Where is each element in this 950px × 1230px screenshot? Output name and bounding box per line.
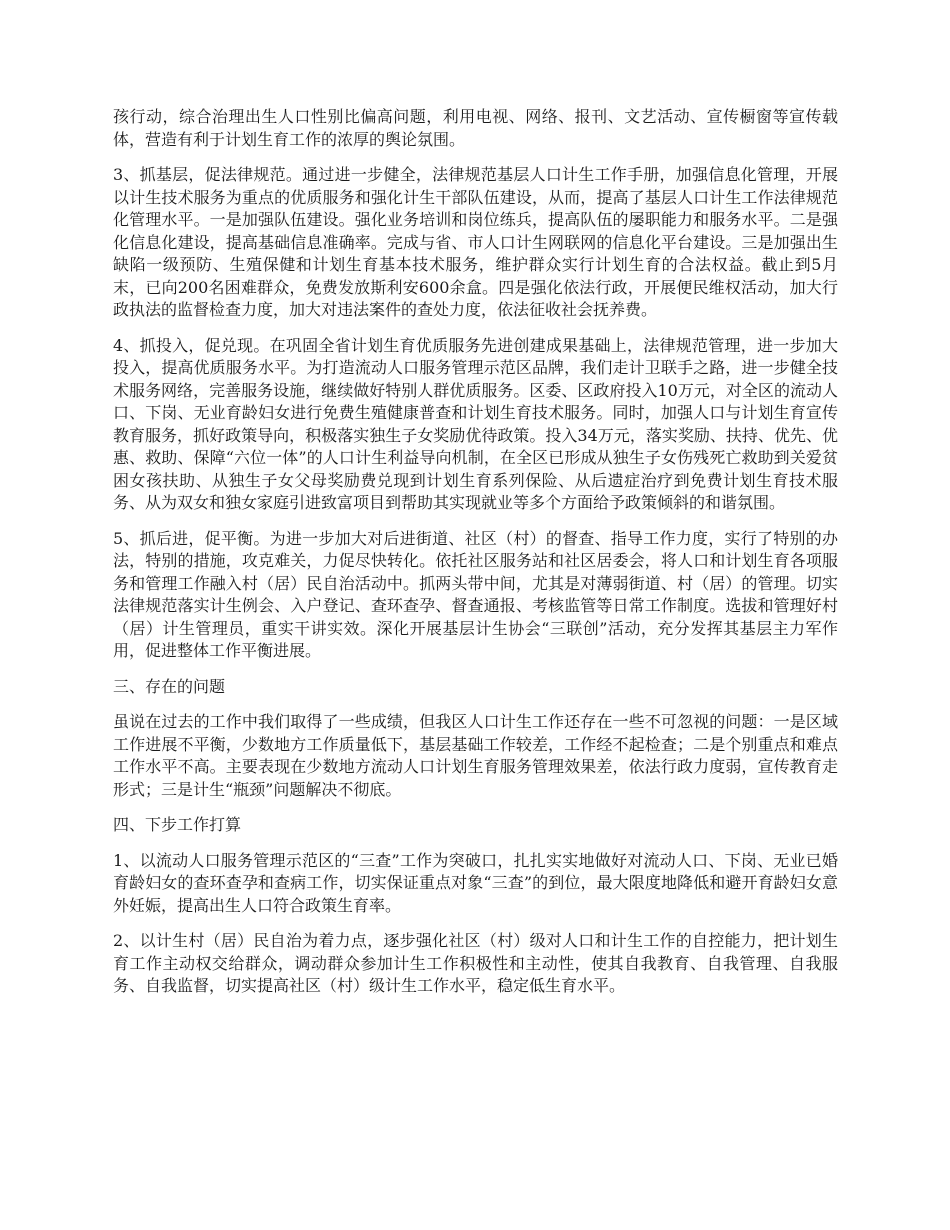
paragraph-publicity-continuation: 孩行动，综合治理出生人口性别比偏高问题，利用电视、网络、报刊、文艺活动、宣传橱窗等宣传载体，营造有利于计划生育工作的浓厚的舆论氛围。 bbox=[113, 107, 838, 149]
paragraph-investment: 4、抓投入，促兑现。在巩固全省计划生育优质服务先进创建成果基础上，法律规范管理，进一步加大投入，提高优质服务水平。为打造流动人口服务管理示范区品牌，我们走计卫联手之路，进一步健全技术服务网络，完善服务设施，继续做好特别人群优质服务。区委、区政府投入10万元，对全区的流动人口、下岗、无业育龄妇女进行免费生殖健康普查和计划生育技术服务。同时，加强人口与计划生育宣传教育服务，抓好政策导向，积极落实独生子女奖励优待政策。投入34万元，落实奖励、扶持、优先、优惠、救助、保障“六位一体”的人口计生利益导向机制，在全区已形成从独生子女伤残死亡救助到关爱贫困女孩扶助、从独生子女父母奖励费兑现到计划生育系列保险、从后遗症治疗到免费计划生育技术服务、从为双女和独女家庭引进致富项目到帮助其实现就业等多个方面给予政策倾斜的和谐氛围。 bbox=[113, 335, 838, 512]
section-heading-next-steps: 四、下步工作打算 bbox=[113, 815, 242, 834]
paragraph-lagging-areas: 5、抓后进，促平衡。为进一步加大对后进街道、社区（村）的督查、指导工作力度，实行了特别的办法，特别的措施，攻克难关，力促尽快转化。依托社区服务站和社区居委会，将人口和计划生育各项服务和管理工作融入村（居）民自治活动中。抓两头带中间，尤其是对薄弱街道、村（居）的管理。切实法律规范落实计生例会、入户登记、查环查孕、督查通报、考核监管等日常工作制度。选拔和管理好村（居）计生管理员，重实干讲实效。深化开展基层计生协会“三联创”活动，充分发挥其基层主力军作用，促进整体工作平衡进展。 bbox=[113, 528, 838, 660]
paragraph-grassroots: 3、抓基层，促法律规范。通过进一步健全，法律规范基层人口计生工作手册，加强信息化管理，开展以计生技术服务为重点的优质服务和强化计生干部队伍建设，从而，提高了基层人口计生工作法律规范化管理水平。一是加强队伍建设。强化业务培训和岗位练兵，提高队伍的屡职能力和服务水平。二是强化信息化建设，提高基础信息准确率。完成与省、市人口计生网联网的信息化平台建设。三是加强出生缺陷一级预防、生殖保健和计划生育基本技术服务，维护群众实行计划生育的合法权益。截止到5月末，已向200名困难群众，免费发放斯利安600余盒。四是强化依法行政，开展便民维权活动，加大行政执法的监督检查力度，加大对违法案件的查处力度，依法征收社会抚养费。 bbox=[113, 165, 838, 319]
paragraph-problems: 虽说在过去的工作中我们取得了一些成绩，但我区人口计生工作还存在一些不可忽视的问题：一是区域工作进展不平衡，少数地方工作质量低下，基层基础工作较差，工作经不起检查；二是个别重点和难点工作水平不高。主要表现在少数地方流动人口计划生育服务管理效果差，依法行政力度弱，宣传教育走形式；三是计生“瓶颈”问题解决不彻底。 bbox=[113, 712, 838, 799]
paragraph-next-step-1: 1、以流动人口服务管理示范区的“三查”工作为突破口，扎扎实实地做好对流动人口、下岗、无业已婚育龄妇女的查环查孕和查病工作，切实保证重点对象“三查”的到位，最大限度地降低和避开育龄妇女意外妊娠，提高出生人口符合政策生育率。 bbox=[113, 850, 838, 915]
section-heading-problems: 三、存在的问题 bbox=[113, 676, 226, 696]
paragraph-next-step-2: 2、以计生村（居）民自治为着力点，逐步强化社区（村）级对人口和计生工作的自控能力，把计划生育工作主动权交给群众，调动群众参加计生工作积极性和主动性，使其自我教育、自我管理、自我服务、自我监督，切实提高社区（村）级计生工作水平，稳定低生育水平。 bbox=[113, 931, 838, 995]
